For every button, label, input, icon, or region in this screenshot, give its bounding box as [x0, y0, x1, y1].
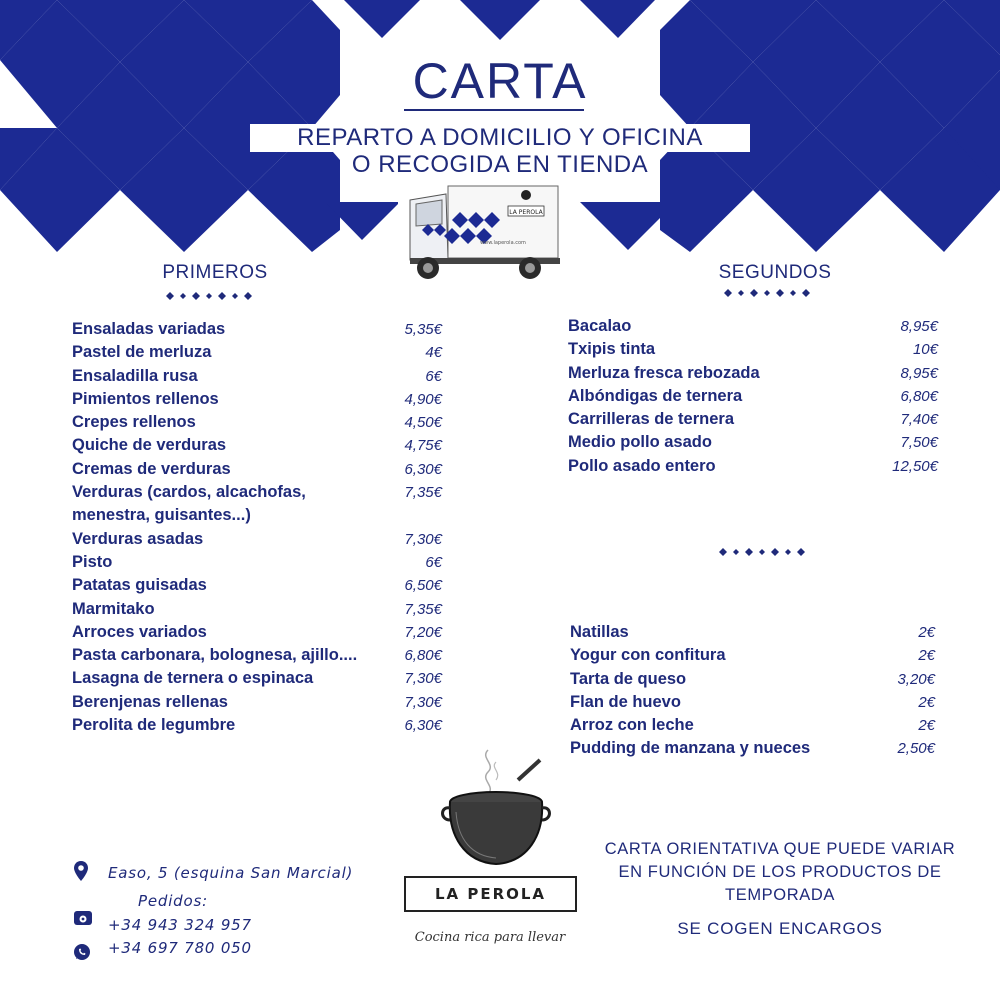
- menu-item-price: 6,80€: [900, 387, 938, 405]
- menu-item-price: 7,20€: [404, 623, 442, 641]
- menu-item-price: 3,20€: [897, 670, 935, 688]
- menu-item-name: Perolita de legumbre: [72, 716, 236, 735]
- menu-item-price: 6,30€: [404, 460, 442, 478]
- menu-item-name: Pollo asado entero: [568, 456, 716, 475]
- subtitle-line-1: REPARTO A DOMICILIO Y OFICINA: [250, 124, 750, 152]
- menu-item-name: Verduras asadas: [72, 529, 204, 548]
- menu-item-name: Albóndigas de ternera: [568, 386, 743, 405]
- disclaimer-line-1: CARTA ORIENTATIVA QUE PUEDE VARIAR: [604, 840, 956, 858]
- menu-item-name: Tarta de queso: [570, 669, 687, 688]
- menu-item-price: 8,95€: [900, 364, 938, 382]
- title-underline: [404, 109, 584, 111]
- menu-item-price: 7,35€: [404, 484, 442, 502]
- menu-item-name: Arroz con leche: [570, 716, 694, 735]
- menu-item-price: 7,30€: [404, 530, 442, 548]
- menu-item: [72, 667, 442, 690]
- menu-item-price: 4,75€: [404, 437, 442, 455]
- menu-item-name: Ensaladilla rusa: [72, 366, 198, 385]
- menu-item-name: Cremas de verduras: [72, 459, 231, 478]
- menu-item: [568, 315, 938, 338]
- page-title: CARTA: [412, 53, 588, 109]
- primeros-heading: PRIMEROS: [162, 262, 268, 283]
- menu-item: [570, 644, 935, 667]
- menu-item-price: 7,40€: [900, 411, 938, 429]
- menu-item: [72, 365, 442, 388]
- menu-item-name: Pasta carbonara, bolognesa, ajillo....: [72, 646, 358, 665]
- menu-item-name: Pudding de manzana y nueces: [570, 739, 811, 758]
- menu-item-name: Pisto: [72, 552, 113, 571]
- cooking-pot-image: [436, 740, 556, 870]
- menu-item-name: Yogur con confitura: [570, 646, 726, 665]
- menu-item-price: 6€: [425, 553, 442, 571]
- menu-item-price: 4,90€: [404, 390, 442, 408]
- menu-item-name: Crepes rellenos: [72, 413, 196, 432]
- menu-item: [72, 318, 442, 341]
- location-pin-icon: [73, 860, 89, 882]
- segundos-heading: SEGUNDOS: [718, 262, 832, 283]
- menu-item-price: 6,50€: [404, 577, 442, 595]
- divider-dots: [164, 290, 264, 302]
- menu-item-name: Flan de huevo: [570, 692, 681, 711]
- brand-tagline: Cocina rica para llevar: [414, 930, 566, 945]
- truck-label: LA PEROLA: [509, 209, 543, 216]
- menu-item: [72, 621, 442, 644]
- menu-item: [72, 458, 442, 481]
- whatsapp-number[interactable]: +34 697 780 050: [108, 939, 252, 957]
- address-text: Easo, 5 (esquina San Marcial): [108, 864, 354, 882]
- menu-item: [570, 737, 935, 760]
- menu-item-price: 4€: [425, 344, 442, 362]
- menu-item-name: Arroces variados: [72, 622, 207, 641]
- menu-item: [568, 408, 938, 431]
- menu-item-name: Verduras (cardos, alcachofas,: [72, 483, 306, 502]
- menu-item-name: Ensaladas variadas: [72, 320, 226, 338]
- menu-item: [570, 691, 935, 714]
- menu-item: [72, 504, 442, 527]
- menu-item: [570, 621, 935, 644]
- disclaimer-line-2: EN FUNCIÓN DE LOS PRODUCTOS DE: [618, 863, 942, 881]
- menu-item-price: 4,50€: [404, 414, 442, 432]
- menu-item: [72, 714, 442, 737]
- truck-url: www.laperola.com: [480, 240, 526, 246]
- menu-item-price: 2€: [918, 647, 935, 665]
- divider-dots: [722, 287, 822, 299]
- menu-item-price: 5,35€: [404, 321, 442, 338]
- menu-item-name: Bacalao: [568, 317, 632, 335]
- menu-item: [72, 598, 442, 621]
- menu-item-price: 2€: [918, 693, 935, 711]
- menu-item: [72, 528, 442, 551]
- menu-item: [570, 668, 935, 691]
- menu-item: [72, 434, 442, 457]
- menu-item-name: Patatas guisadas: [72, 576, 207, 595]
- menu-item-price: 7,30€: [404, 693, 442, 711]
- postres-list: [570, 621, 935, 761]
- menu-item: [72, 411, 442, 434]
- disclaimer-line-3: TEMPORADA: [725, 886, 835, 904]
- divider-dots: [717, 546, 817, 558]
- brand-logo: LA PEROLA: [404, 876, 577, 912]
- menu-item: [568, 362, 938, 385]
- menu-item-name: Lasagna de ternera o espinaca: [72, 669, 314, 688]
- menu-item: [72, 341, 442, 364]
- menu-item-price: 6€: [425, 367, 442, 385]
- menu-disclaimer: [585, 838, 975, 907]
- menu-item-price: 7,30€: [404, 670, 442, 688]
- menu-item: [568, 455, 938, 478]
- menu-item-name: Natillas: [570, 623, 629, 641]
- menu-item-price: 10€: [912, 341, 938, 359]
- menu-item-price: 6,80€: [404, 647, 442, 665]
- orders-note: SE COGEN ENCARGOS: [677, 919, 883, 938]
- menu-item-name: Pimientos rellenos: [72, 389, 219, 408]
- delivery-truck-image: [398, 180, 570, 288]
- menu-item-name: menestra, guisantes...): [72, 506, 251, 525]
- menu-item-name: Marmitako: [72, 599, 155, 618]
- menu-item: [72, 574, 442, 597]
- menu-item-name: Berenjenas rellenas: [72, 692, 228, 711]
- menu-item-name: Txipis tinta: [568, 340, 656, 359]
- menu-item-name: Merluza fresca rebozada: [568, 363, 760, 382]
- menu-item-price: 12,50€: [892, 457, 938, 475]
- menu-item: [72, 644, 442, 667]
- menu-item-price: 8,95€: [900, 318, 938, 335]
- whatsapp-icon: [73, 943, 91, 961]
- primeros-list: [72, 318, 442, 737]
- orders-label: Pedidos:: [138, 892, 208, 910]
- menu-item-price: 7,35€: [404, 600, 442, 618]
- menu-item-name: Quiche de verduras: [72, 436, 227, 455]
- menu-item-name: Pastel de merluza: [72, 343, 212, 362]
- menu-item: [72, 551, 442, 574]
- menu-item-price: 7,50€: [900, 434, 938, 452]
- menu-item-price: 6,30€: [404, 717, 442, 735]
- menu-item-price: 2€: [918, 717, 935, 735]
- phone-number[interactable]: +34 943 324 957: [108, 916, 252, 934]
- menu-item: [72, 388, 442, 411]
- menu-item: [568, 338, 938, 361]
- menu-item-name: Carrilleras de ternera: [568, 410, 735, 429]
- menu-item: [72, 481, 442, 504]
- menu-item-name: Medio pollo asado: [568, 433, 712, 452]
- menu-item: [568, 431, 938, 454]
- menu-item: [568, 385, 938, 408]
- menu-item: [72, 691, 442, 714]
- segundos-list: [568, 315, 938, 478]
- phone-icon: [73, 910, 93, 926]
- menu-item-price: 2,50€: [897, 740, 935, 758]
- menu-item: [570, 714, 935, 737]
- menu-item-price: 2€: [918, 624, 935, 641]
- subtitle-line-2: O RECOGIDA EN TIENDA: [340, 151, 660, 179]
